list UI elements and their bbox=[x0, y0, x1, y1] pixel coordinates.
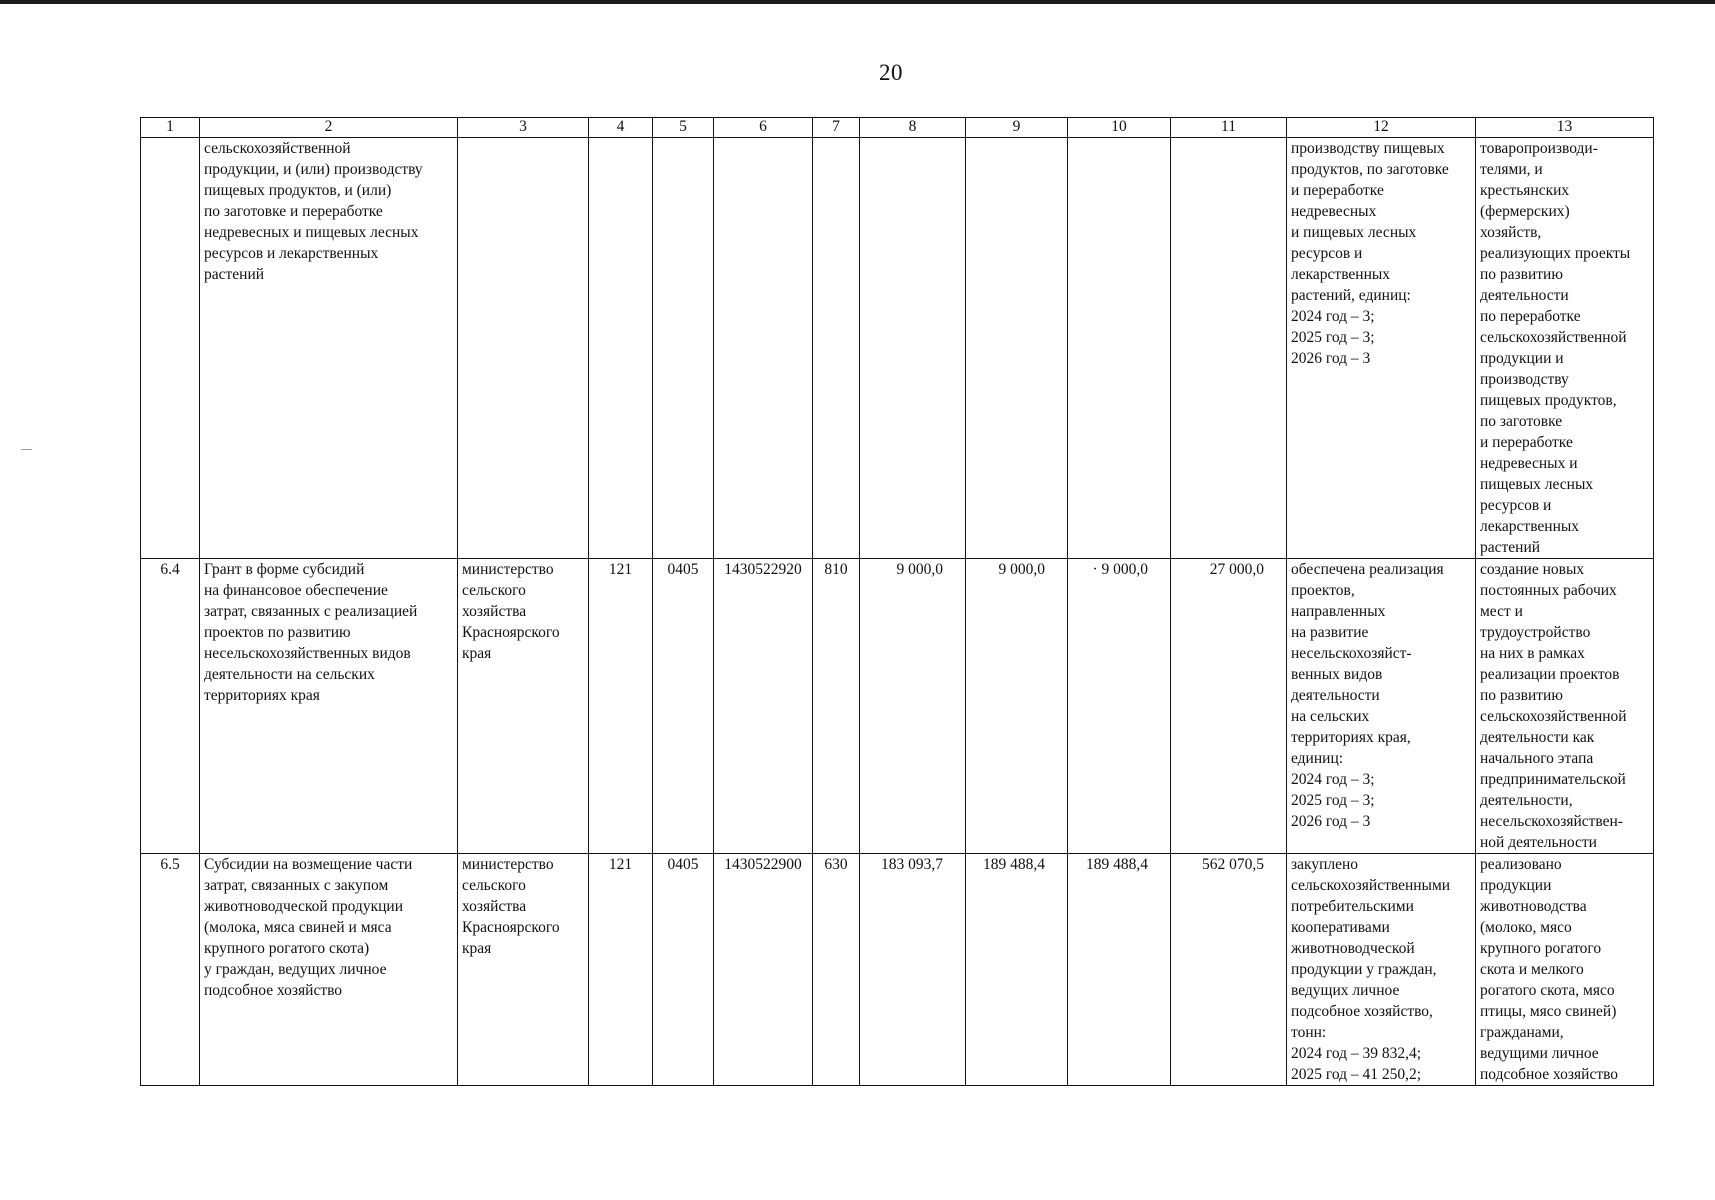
expected-result: закуплено сельскохозяйственными потребительскими кооперативами животноводческой продукции у граждан, ведущих личное подсобное хозяйство, тонн: 2024 год – 39 832,4; 2025 год – 41 250,2; bbox=[1287, 854, 1476, 1086]
code-cell bbox=[653, 138, 714, 559]
amount-2024: 9 000,0 bbox=[860, 559, 966, 854]
table-row bbox=[141, 138, 1654, 559]
amount-2025: 189 488,4 bbox=[966, 854, 1068, 1086]
column-header: 6 bbox=[714, 118, 813, 138]
column-header: 10 bbox=[1068, 118, 1171, 138]
amount-2024 bbox=[860, 138, 966, 559]
column-header: 13 bbox=[1476, 118, 1654, 138]
scan-mark bbox=[21, 449, 32, 450]
code-cell: 630 bbox=[813, 854, 860, 1086]
column-header: 7 bbox=[813, 118, 860, 138]
column-header: 9 bbox=[966, 118, 1068, 138]
code-cell: 0405 bbox=[653, 854, 714, 1086]
scan-top-edge bbox=[0, 0, 1715, 4]
table-row bbox=[141, 559, 1654, 854]
administrator: министерство сельского хозяйства Красноярского края bbox=[458, 854, 589, 1086]
item-number: 6.5 bbox=[141, 854, 200, 1086]
code-cell bbox=[813, 138, 860, 559]
program-table bbox=[140, 117, 1654, 1086]
amount-total: 562 070,5 bbox=[1171, 854, 1287, 1086]
code-cell: 121 bbox=[589, 559, 653, 854]
amount-2025 bbox=[966, 138, 1068, 559]
amount-2026: · 9 000,0 bbox=[1068, 559, 1171, 854]
expected-result: производству пищевых продуктов, по заготовке и переработке недревесных и пищевых лесных ресурсов и лекарственных растений, единиц: 2024 год – 3; 2025 год – 3; 2026 год – 3 bbox=[1287, 138, 1476, 559]
measure-name: Грант в форме субсидий на финансовое обеспечение затрат, связанных с реализацией проектов по развитию несельскохозяйственных видов деятельности на сельских территориях края bbox=[200, 559, 458, 854]
code-cell: 810 bbox=[813, 559, 860, 854]
code-cell: 1430522920 bbox=[714, 559, 813, 854]
outcome: товаропроизводи- телями, и крестьянских (фермерских) хозяйств, реализующих проекты по развитию деятельности по переработке сельскохозяйственной продукции и производству пищевых продуктов, по заготовке и переработке недревесных и пищевых лесных ресурсов и лекарственных растений bbox=[1476, 138, 1654, 559]
code-cell: 1430522900 bbox=[714, 854, 813, 1086]
column-header: 2 bbox=[200, 118, 458, 138]
measure-name: Субсидии на возмещение части затрат, связанных с закупом животноводческой продукции (молока, мяса свиней и мяса крупного рогатого скота) у граждан, ведущих личное подсобное хозяйство bbox=[200, 854, 458, 1086]
code-cell bbox=[714, 138, 813, 559]
column-header: 4 bbox=[589, 118, 653, 138]
column-number-row bbox=[141, 118, 1654, 138]
page-number: 20 bbox=[879, 60, 903, 85]
outcome: реализовано продукции животноводства (молоко, мясо крупного рогатого скота и мелкого рогатого скота, мясо птицы, мясо свиней) гражданами, ведущими личное подсобное хозяйство bbox=[1476, 854, 1654, 1086]
column-header: 8 bbox=[860, 118, 966, 138]
column-header: 11 bbox=[1171, 118, 1287, 138]
amount-total bbox=[1171, 138, 1287, 559]
administrator bbox=[458, 138, 589, 559]
column-header: 5 bbox=[653, 118, 714, 138]
item-number bbox=[141, 138, 200, 559]
administrator: министерство сельского хозяйства Красноярского края bbox=[458, 559, 589, 854]
outcome: создание новых постоянных рабочих мест и трудоустройство на них в рамках реализации проектов по развитию сельскохозяйственной деятельности как начального этапа предпринимательской деятельности, несельскохозяйствен- ной деятельности bbox=[1476, 559, 1654, 854]
amount-2024: 183 093,7 bbox=[860, 854, 966, 1086]
column-header: 3 bbox=[458, 118, 589, 138]
amount-2026 bbox=[1068, 138, 1171, 559]
code-cell: 121 bbox=[589, 854, 653, 1086]
column-header: 12 bbox=[1287, 118, 1476, 138]
code-cell: 0405 bbox=[653, 559, 714, 854]
amount-2026: 189 488,4 bbox=[1068, 854, 1171, 1086]
item-number: 6.4 bbox=[141, 559, 200, 854]
measure-name: сельскохозяйственной продукции, и (или) производству пищевых продуктов, и (или) по заготовке и переработке недревесных и пищевых лесных ресурсов и лекарственных растений bbox=[200, 138, 458, 559]
table-row bbox=[141, 854, 1654, 1086]
amount-2025: 9 000,0 bbox=[966, 559, 1068, 854]
amount-total: 27 000,0 bbox=[1171, 559, 1287, 854]
column-header: 1 bbox=[141, 118, 200, 138]
expected-result: обеспечена реализация проектов, направленных на развитие несельскохозяйст- венных видов деятельности на сельских территориях края, единиц: 2024 год – 3; 2025 год – 3; 2026 год – 3 bbox=[1287, 559, 1476, 854]
code-cell bbox=[589, 138, 653, 559]
